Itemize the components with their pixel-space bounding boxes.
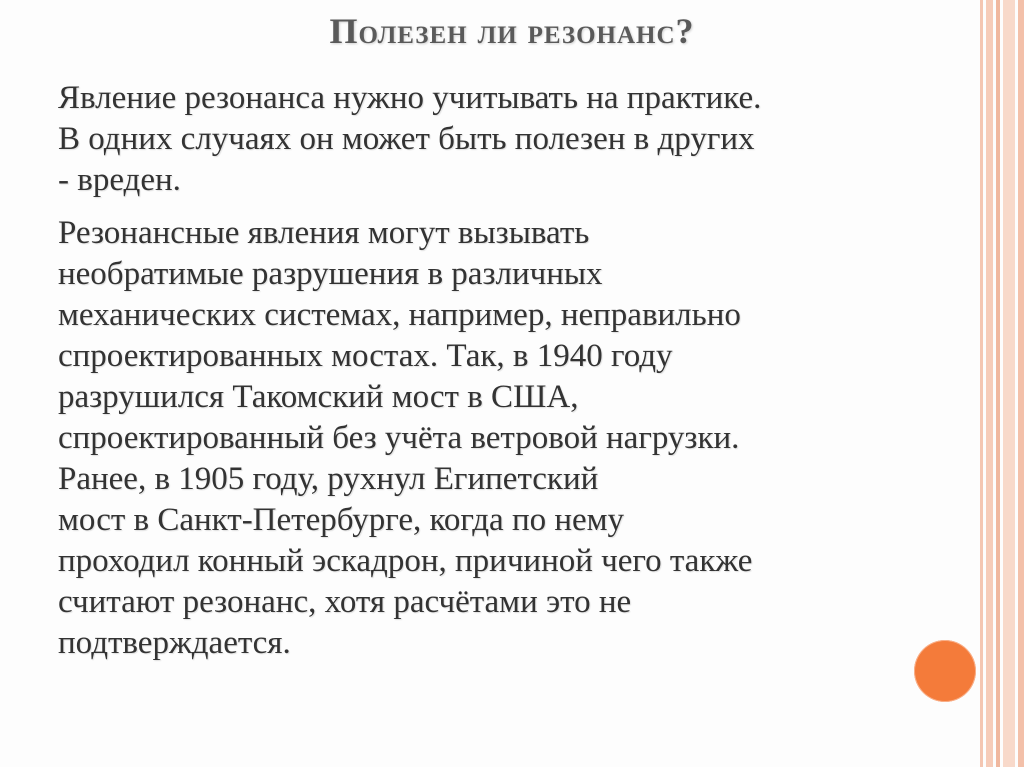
orange-circle-decoration	[914, 640, 976, 702]
text-line: Ранее, в 1905 году, рухнул Египетский	[58, 461, 599, 497]
text-line: разрушился Такомский мост в США,	[58, 379, 579, 415]
text-line: проходил конный эскадрон, причиной чего также	[58, 543, 753, 579]
text-line: Резонансные явления могут вызывать	[58, 215, 590, 251]
paragraph-resonance-destruction	[58, 213, 938, 664]
stripe	[1003, 0, 1015, 767]
text-line: спроектированных мостах. Так, в 1940 году	[58, 338, 673, 374]
paragraph-resonance-practice	[58, 78, 938, 201]
stripe	[980, 0, 983, 767]
text-line: В одних случаях он может быть полезен в других	[58, 121, 755, 157]
stripe	[1018, 0, 1024, 767]
text-line: подтверждается.	[58, 625, 291, 661]
text-line: необратимые разрушения в различных	[58, 256, 603, 292]
slide-title: Полезен ли резонанс?	[329, 11, 695, 51]
text-line: - вреден.	[58, 162, 181, 198]
text-line: спроектированный без учёта ветровой нагрузки.	[58, 420, 740, 456]
text-line: мост в Санкт-Петербурге, когда по нему	[58, 502, 625, 538]
text-line: Явление резонанса нужно учитывать на практике.	[58, 80, 762, 116]
stripe	[996, 0, 1000, 767]
decorative-stripes	[980, 0, 1024, 767]
text-line: механических системах, например, неправильно	[58, 297, 741, 333]
text-line: считают резонанс, хотя расчётами это не	[58, 584, 632, 620]
stripe	[986, 0, 993, 767]
slide-body	[58, 78, 938, 676]
